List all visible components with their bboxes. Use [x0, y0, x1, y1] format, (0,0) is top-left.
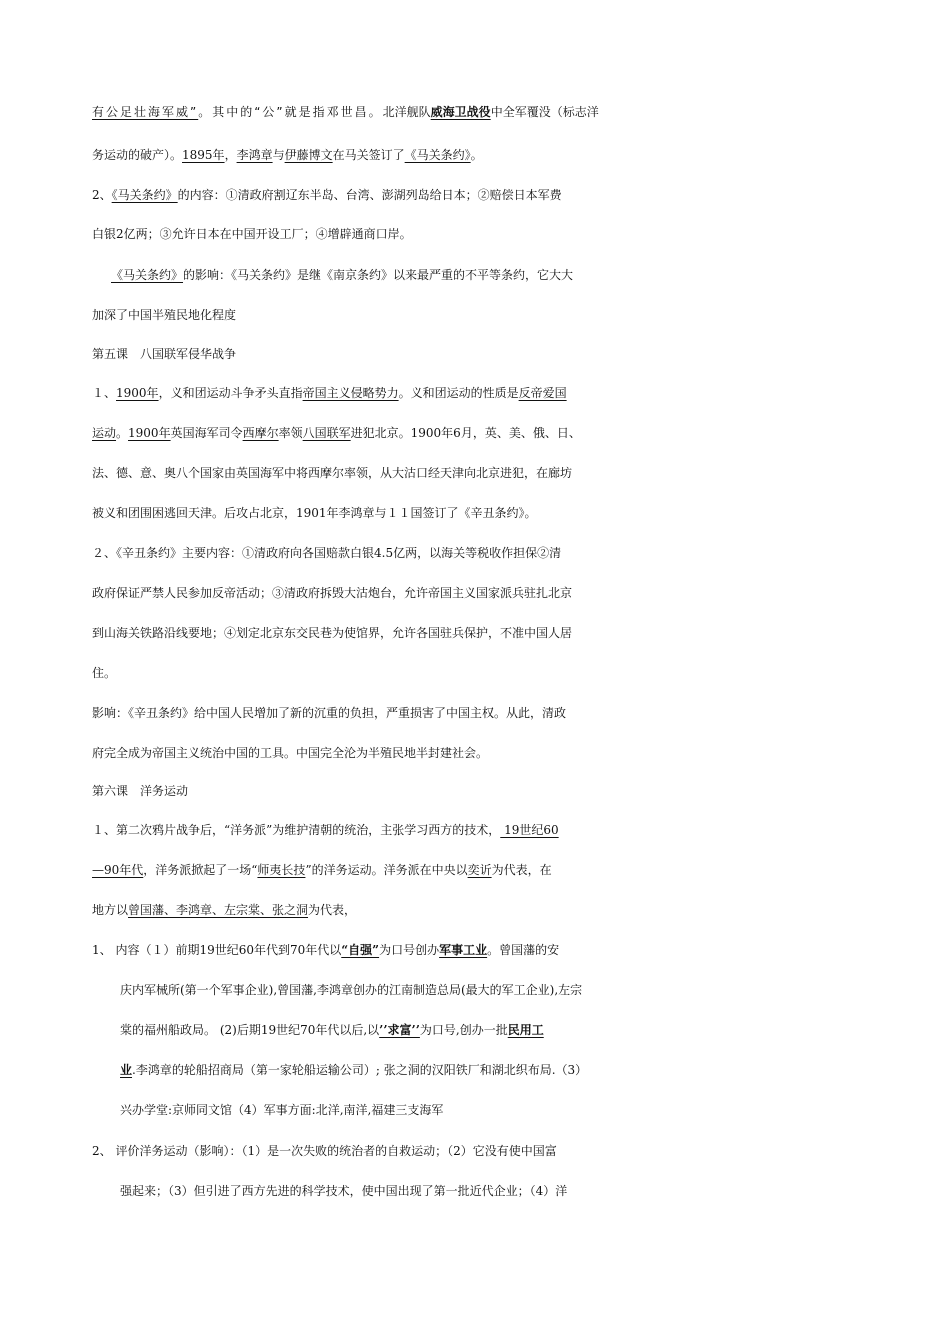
text-segment: 李鸿章	[236, 148, 273, 162]
text-segment: 2、 评价洋务运动（影响）：（1）是一次失败的统治者的自救运动；（2）它没有使中国富	[92, 1144, 557, 1158]
text-segment: 。义和团运动的性质是	[398, 386, 519, 400]
text-segment: —90年代	[92, 863, 144, 877]
text-segment: 强起来；（3）但引进了西方先进的科学技术，使中国出现了第一批近代企业；（4）洋	[120, 1184, 568, 1198]
text-segment: 第五课 八国联军侵华战争	[92, 347, 237, 361]
text-segment: 为口号,创办一批	[419, 1023, 508, 1037]
text-segment: 。其中的“公”就是指邓世昌。	[198, 105, 383, 119]
text-line	[92, 100, 950, 124]
text-segment: １、第二次鸦片战争后，“洋务派”为维护清朝的统治，主张学习西方的技术，	[92, 823, 501, 837]
text-segment: 业	[120, 1063, 133, 1077]
text-segment: 影响：《辛丑条约》给中国人民增加了新的沉重的负担，严重损害了中国主权。从此，清政	[92, 706, 567, 720]
text-line	[92, 1139, 950, 1163]
text-segment: 师夷长技	[257, 863, 306, 877]
text-segment: 反帝爱国	[518, 386, 567, 400]
text-line	[92, 421, 950, 445]
text-line	[120, 1058, 950, 1082]
text-segment: 奕䜣	[467, 863, 492, 877]
text-segment: ，洋务派掀起了一场“	[143, 863, 258, 877]
text-segment: 《马关条约》	[404, 148, 471, 162]
text-segment: 英国海军司令	[170, 426, 243, 440]
text-line	[92, 342, 950, 366]
text-line	[120, 978, 950, 1002]
text-line	[111, 263, 950, 287]
text-line	[120, 1098, 950, 1122]
text-line	[92, 303, 950, 327]
text-segment: 《马关条约》	[111, 268, 184, 282]
text-segment: 19世纪60	[500, 823, 559, 837]
text-segment: “自强”	[341, 943, 380, 957]
text-segment: 兴办学堂:京师同文馆（4）军事方面:北洋,南洋,福建三支海军	[120, 1103, 444, 1117]
text-segment: 到山海关铁路沿线要地；④划定北京东交民巷为使馆界，允许各国驻兵保护，不准中国人居	[92, 626, 573, 640]
text-line	[92, 461, 950, 485]
text-segment: 进犯北京。1900年6月，英、美、俄、日、	[350, 426, 581, 440]
text-segment: ’’求富’’	[379, 1023, 420, 1037]
text-line	[92, 741, 950, 765]
text-line	[92, 581, 950, 605]
text-segment: 务运动的破产）。	[92, 148, 183, 162]
text-line	[92, 501, 950, 525]
text-segment: ，义和团运动斗争矛头直指	[158, 386, 303, 400]
text-segment: 《马关条约》	[111, 188, 178, 202]
text-line	[92, 621, 950, 645]
text-segment: 的内容：①清政府割辽东半岛、台湾、澎湖列岛给日本；②赔偿日本军费	[177, 188, 562, 202]
text-segment: 为代表，在	[491, 863, 552, 877]
text-segment: 第六课 洋务运动	[92, 784, 189, 798]
text-segment: 地方以	[92, 903, 129, 917]
text-line	[92, 938, 950, 962]
text-line	[92, 143, 950, 167]
text-segment: 民用工	[507, 1023, 544, 1037]
text-line	[92, 858, 950, 882]
text-segment: 军事工业	[439, 943, 488, 957]
text-line	[92, 818, 950, 842]
text-segment: 曾国藩、李鸿章、左宗棠、张之洞	[128, 903, 309, 917]
text-line	[92, 661, 950, 685]
text-segment: 为代表，	[308, 903, 357, 917]
text-segment: 。曾国藩的安	[487, 943, 560, 957]
text-line	[92, 381, 950, 405]
text-line	[92, 779, 950, 803]
text-segment: 帝国主义侵略势力	[302, 386, 399, 400]
text-line	[120, 1018, 950, 1042]
text-segment: 西摩尔	[242, 426, 279, 440]
text-segment: 府完全成为帝国主义统治中国的工具。中国完全沦为半殖民地半封建社会。	[92, 746, 489, 760]
text-segment: 棠的福州船政局。 (2)后期19世纪70年代以后,以	[120, 1023, 380, 1037]
text-segment: 白银2亿两；③允许日本在中国开设工厂；④增辟通商口岸。	[92, 227, 412, 241]
text-segment: 。	[116, 426, 129, 440]
text-segment: 率领	[278, 426, 303, 440]
text-segment: .李鸿章的轮船招商局（第一家轮船运输公司）; 张之洞的汉阳铁厂和湖北织布局.（3）	[132, 1063, 588, 1077]
text-segment: 为口号创办	[379, 943, 440, 957]
text-segment: 1、 内容（１）前期19世纪60年代到70年代以	[92, 943, 342, 957]
text-segment: 2、	[92, 188, 112, 202]
text-segment: 法、德、意、奥八个国家由英国海军中将西摩尔率领，从大沽口经天津向北京进犯，在廊坊	[92, 466, 573, 480]
text-segment: 庆内军械所(第一个军事企业),曾国藩,李鸿章创办的江南制造总局(最大的军工企业),左宗	[120, 983, 583, 997]
text-segment: 在马关签订了	[332, 148, 405, 162]
text-line	[92, 898, 950, 922]
text-segment: 住。	[92, 666, 117, 680]
text-segment: 加深了中国半殖民地化程度	[92, 308, 237, 322]
text-segment: 的影响：《马关条约》是继《南京条约》以来最严重的不平等条约，它大大	[183, 268, 574, 282]
text-segment: ，	[224, 148, 237, 162]
text-segment: 1900年	[116, 386, 159, 400]
text-line	[120, 1179, 950, 1203]
text-segment: ２、《辛丑条约》主要内容：①清政府向各国赔款白银4.5亿两，以海关等税收作担保②清	[92, 546, 562, 560]
text-segment: 1895年	[182, 148, 225, 162]
text-segment: 伊藤博文	[284, 148, 333, 162]
text-segment: 政府保证严禁人民参加反帝活动；③清政府拆毁大沽炮台，允许帝国主义国家派兵驻扎北京	[92, 586, 573, 600]
text-segment: １、	[92, 386, 117, 400]
text-segment: 八国联军	[302, 426, 351, 440]
text-line	[92, 222, 950, 246]
text-segment: ”的洋务运动。洋务派在中央以	[305, 863, 468, 877]
text-segment: 中全军覆没（标志洋	[490, 105, 599, 119]
text-line	[92, 541, 950, 565]
text-line	[92, 183, 950, 207]
text-line	[92, 701, 950, 725]
text-segment: 有公足壮海军威”	[92, 105, 199, 119]
text-segment: 1900年	[128, 426, 171, 440]
text-segment: 与	[272, 148, 285, 162]
text-segment: 。	[470, 148, 483, 162]
text-segment: 被义和团围困逃回天津。后攻占北京，1901年李鸿章与１１国签订了《辛丑条约》。	[92, 506, 537, 520]
text-segment: 威海卫战役	[430, 105, 491, 119]
text-segment: 北洋舰队	[382, 105, 431, 119]
text-segment: 运动	[92, 426, 117, 440]
